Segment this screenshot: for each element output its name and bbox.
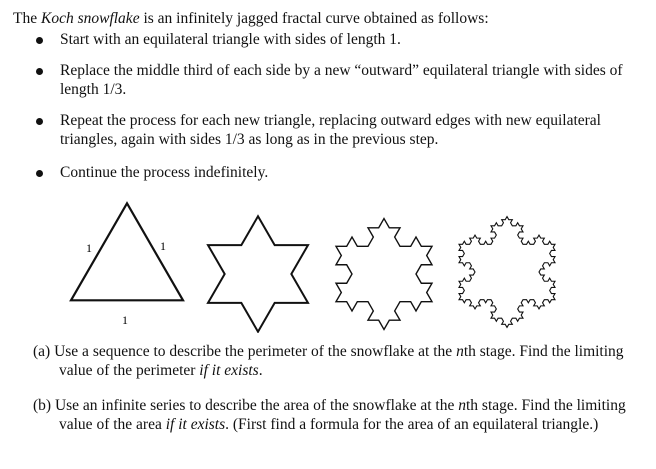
bullet-icon [36, 170, 43, 177]
part-a-text-3: . [258, 362, 263, 379]
side-label-left: 1 [86, 241, 92, 255]
part-b-text-2: th stage. Find the limiting value of the area [59, 397, 626, 433]
step-text: Start with an equilateral triangle with sides of length 1. [60, 31, 401, 48]
side-label-bottom: 1 [122, 313, 128, 327]
intro-term: Koch snowflake [40, 10, 140, 27]
part-b-condition: if it exists [165, 416, 226, 433]
part-a-n: n [456, 343, 464, 360]
step-text: Repeat the process for each new triangle, replacing outward edges with new equilateral triangles, again with sides 1/3 as long as in the previous step. [60, 112, 601, 148]
intro-text [13, 9, 648, 28]
intro-after: is an infinitely jagged fractal curve obtained as follows: [139, 10, 489, 27]
part-b-text-1: (b) Use an infinite series to describe the area of the snowflake at the [33, 397, 459, 414]
koch-snowflake-figures [62, 198, 622, 333]
bullet-icon [36, 37, 43, 44]
koch-stage-3-snowflake [459, 217, 555, 328]
part-a-condition: if it exists [199, 362, 259, 379]
bullet-icon [36, 118, 43, 125]
part-b-n: n [458, 397, 466, 414]
step-text: Replace the middle third of each side by a new “outward” equilateral triangle with sides of length 1/3. [60, 62, 623, 98]
part-a-text-2: th stage. Find the limiting value of the perimeter [59, 343, 624, 379]
side-label-right: 1 [160, 239, 166, 253]
part-b [33, 396, 656, 434]
part-a [33, 342, 656, 380]
koch-stage-1-star [208, 216, 308, 331]
koch-stage-2-snowflake [336, 219, 432, 330]
part-a-text-1: (a) Use a sequence to describe the perimeter of the snowflake at the [33, 343, 457, 360]
intro-before: The [13, 10, 41, 27]
part-b-text-3: . (First find a formula for the area of an equilateral triangle.) [225, 416, 599, 433]
bullet-icon [36, 68, 43, 75]
step-text: Continue the process indefinitely. [60, 164, 269, 181]
